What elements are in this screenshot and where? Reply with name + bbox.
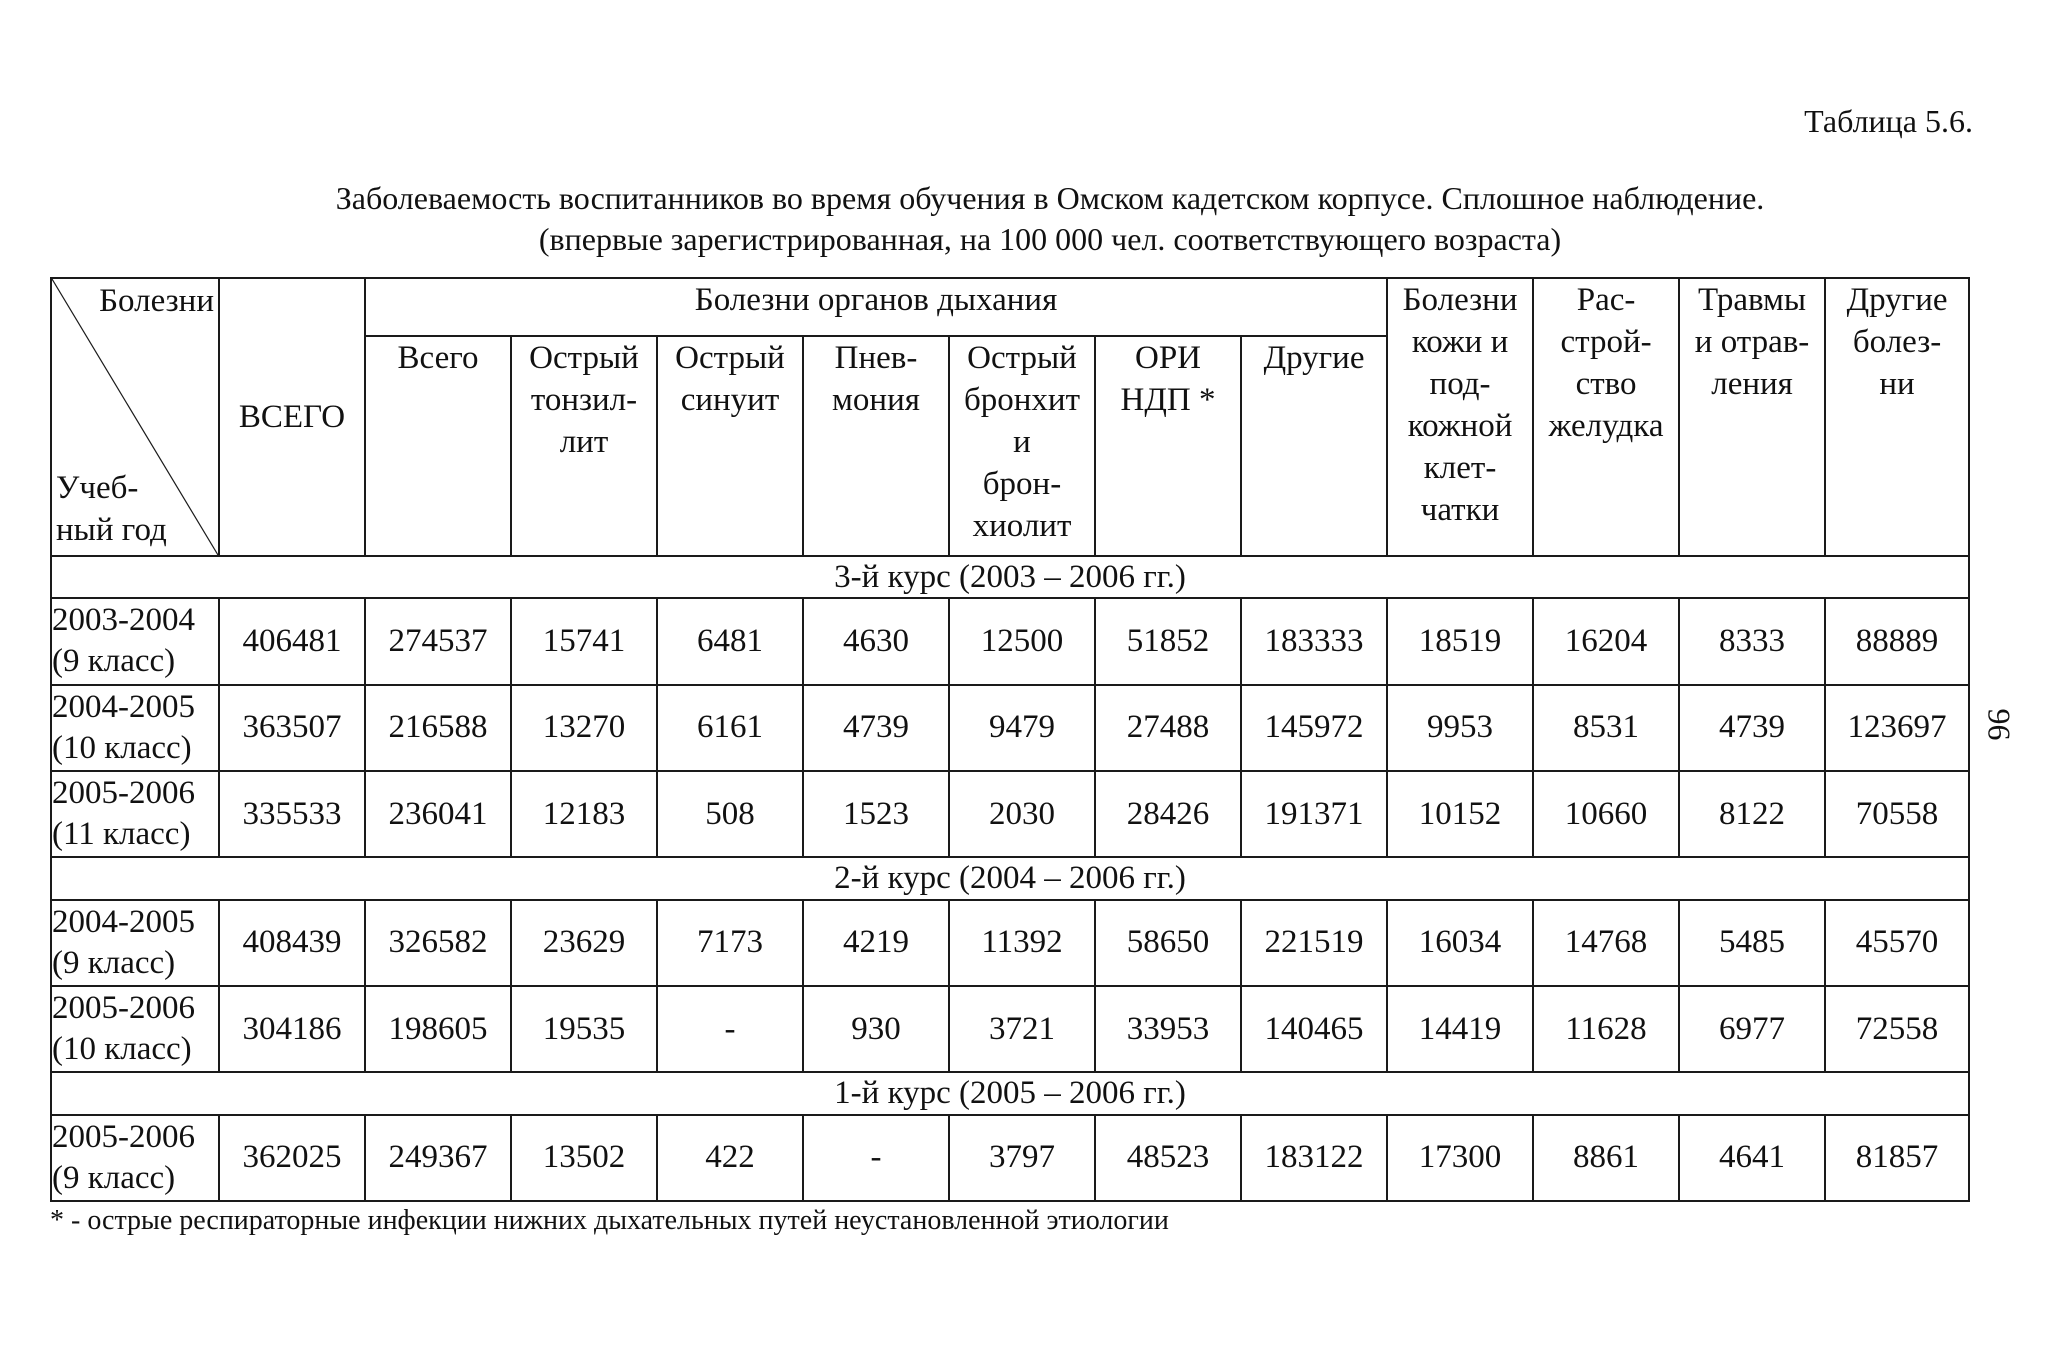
value-cell: 326582 bbox=[365, 900, 511, 986]
value-cell: - bbox=[803, 1115, 949, 1201]
value-cell: 10152 bbox=[1387, 771, 1533, 857]
value-cell: 16034 bbox=[1387, 900, 1533, 986]
col-header-total: ВСЕГО bbox=[219, 278, 365, 556]
table-title bbox=[150, 178, 1950, 260]
table-title-line1: Заболеваемость воспитанников во время обучения в Омском кадетском корпусе. Сплошное наблюдение. bbox=[335, 180, 1765, 216]
value-cell: 406481 bbox=[219, 598, 365, 684]
footnote: * - острые респираторные инфекции нижних дыхательных путей неустановленной этиологии bbox=[50, 1205, 1169, 1236]
value-cell: 58650 bbox=[1095, 900, 1241, 986]
value-cell: 3797 bbox=[949, 1115, 1095, 1201]
year-label: 2003-2004 bbox=[52, 602, 195, 639]
value-cell: 6481 bbox=[657, 598, 803, 684]
value-cell: 4739 bbox=[803, 685, 949, 771]
value-cell: 4641 bbox=[1679, 1115, 1825, 1201]
year-cell bbox=[51, 685, 219, 771]
value-cell: 28426 bbox=[1095, 771, 1241, 857]
value-cell: 45570 bbox=[1825, 900, 1969, 986]
section-row bbox=[51, 857, 1969, 899]
page-number: 96 bbox=[1981, 708, 2018, 741]
col-group-respiratory: Болезни органов дыхания bbox=[365, 278, 1387, 336]
grade-label: (11 класс) bbox=[52, 816, 191, 853]
value-cell: 304186 bbox=[219, 986, 365, 1072]
value-cell: 11628 bbox=[1533, 986, 1679, 1072]
value-cell: 6977 bbox=[1679, 986, 1825, 1072]
value-cell: 5485 bbox=[1679, 900, 1825, 986]
col-header-tonsillitis: Острый тонзил- лит bbox=[511, 336, 657, 556]
table-row bbox=[51, 1115, 1969, 1201]
value-cell: 48523 bbox=[1095, 1115, 1241, 1201]
value-cell: 123697 bbox=[1825, 685, 1969, 771]
year-label: 2005-2006 bbox=[52, 990, 195, 1027]
year-cell bbox=[51, 598, 219, 684]
col-header-ari: ОРИ НДП * bbox=[1095, 336, 1241, 556]
table-row bbox=[51, 771, 1969, 857]
year-label: 2004-2005 bbox=[52, 903, 195, 940]
section-title: 3-й курс (2003 – 2006 гг.) bbox=[51, 556, 1969, 598]
value-cell: 249367 bbox=[365, 1115, 511, 1201]
value-cell: 216588 bbox=[365, 685, 511, 771]
col-header-skin: Болезни кожи и под- кожной клет- чатки bbox=[1387, 278, 1533, 556]
value-cell: 1523 bbox=[803, 771, 949, 857]
grade-label: (9 класс) bbox=[52, 944, 176, 981]
value-cell: 81857 bbox=[1825, 1115, 1969, 1201]
value-cell: 27488 bbox=[1095, 685, 1241, 771]
value-cell: 23629 bbox=[511, 900, 657, 986]
value-cell: 13270 bbox=[511, 685, 657, 771]
grade-label: (10 класс) bbox=[52, 729, 192, 766]
value-cell: 408439 bbox=[219, 900, 365, 986]
value-cell: 10660 bbox=[1533, 771, 1679, 857]
value-cell: 183333 bbox=[1241, 598, 1387, 684]
value-cell: 19535 bbox=[511, 986, 657, 1072]
value-cell: 14768 bbox=[1533, 900, 1679, 986]
value-cell: 236041 bbox=[365, 771, 511, 857]
year-cell bbox=[51, 986, 219, 1072]
value-cell: 3721 bbox=[949, 986, 1095, 1072]
value-cell: 8122 bbox=[1679, 771, 1825, 857]
year-label: 2005-2006 bbox=[52, 775, 195, 812]
grade-label: (9 класс) bbox=[52, 643, 176, 680]
table-body bbox=[51, 556, 1969, 1201]
value-cell: 9479 bbox=[949, 685, 1095, 771]
value-cell: 274537 bbox=[365, 598, 511, 684]
col-header-stomach: Рас- строй- ство желудка bbox=[1533, 278, 1679, 556]
col-header-pneumonia: Пнев- мония bbox=[803, 336, 949, 556]
section-row bbox=[51, 1072, 1969, 1114]
value-cell: 198605 bbox=[365, 986, 511, 1072]
value-cell: 17300 bbox=[1387, 1115, 1533, 1201]
value-cell: 51852 bbox=[1095, 598, 1241, 684]
corner-label-diseases: Болезни bbox=[99, 283, 214, 319]
table-number: Таблица 5.6. bbox=[1804, 103, 1973, 139]
value-cell: 8333 bbox=[1679, 598, 1825, 684]
value-cell: 12183 bbox=[511, 771, 657, 857]
value-cell: 145972 bbox=[1241, 685, 1387, 771]
value-cell: 140465 bbox=[1241, 986, 1387, 1072]
grade-label: (10 класс) bbox=[52, 1031, 192, 1068]
year-cell bbox=[51, 1115, 219, 1201]
value-cell: 16204 bbox=[1533, 598, 1679, 684]
value-cell: 88889 bbox=[1825, 598, 1969, 684]
value-cell: 18519 bbox=[1387, 598, 1533, 684]
table-header bbox=[51, 278, 1969, 556]
grade-label: (9 класс) bbox=[52, 1159, 176, 1196]
value-cell: 183122 bbox=[1241, 1115, 1387, 1201]
section-title: 2-й курс (2004 – 2006 гг.) bbox=[51, 857, 1969, 899]
value-cell: 362025 bbox=[219, 1115, 365, 1201]
value-cell: 4739 bbox=[1679, 685, 1825, 771]
col-header-injuries: Травмы и отрав- ления bbox=[1679, 278, 1825, 556]
value-cell: 6161 bbox=[657, 685, 803, 771]
value-cell: 221519 bbox=[1241, 900, 1387, 986]
year-label: 2004-2005 bbox=[52, 688, 195, 725]
year-cell bbox=[51, 771, 219, 857]
table-title-line2: (впервые зарегистрированная, на 100 000 чел. соответствующего возраста) bbox=[538, 221, 1562, 257]
value-cell: 335533 bbox=[219, 771, 365, 857]
value-cell: 11392 bbox=[949, 900, 1095, 986]
value-cell: 12500 bbox=[949, 598, 1095, 684]
value-cell: 8861 bbox=[1533, 1115, 1679, 1201]
section-row bbox=[51, 556, 1969, 598]
year-label: 2005-2006 bbox=[52, 1118, 195, 1155]
value-cell: 4630 bbox=[803, 598, 949, 684]
col-header-sinusitis: Острый синуит bbox=[657, 336, 803, 556]
value-cell: 15741 bbox=[511, 598, 657, 684]
value-cell: 508 bbox=[657, 771, 803, 857]
table-row bbox=[51, 986, 1969, 1072]
section-title: 1-й курс (2005 – 2006 гг.) bbox=[51, 1072, 1969, 1114]
col-header-resp-other: Другие bbox=[1241, 336, 1387, 556]
value-cell: 33953 bbox=[1095, 986, 1241, 1072]
value-cell: 930 bbox=[803, 986, 949, 1072]
col-header-bronchitis: Острый бронхит и брон- хиолит bbox=[949, 336, 1095, 556]
table-row bbox=[51, 598, 1969, 684]
table-row bbox=[51, 685, 1969, 771]
value-cell: 13502 bbox=[511, 1115, 657, 1201]
value-cell: 72558 bbox=[1825, 986, 1969, 1072]
col-header-other-diseases: Другие болез- ни bbox=[1825, 278, 1969, 556]
value-cell: 4219 bbox=[803, 900, 949, 986]
value-cell: 191371 bbox=[1241, 771, 1387, 857]
value-cell: 2030 bbox=[949, 771, 1095, 857]
morbidity-table bbox=[50, 277, 1970, 1202]
value-cell: 7173 bbox=[657, 900, 803, 986]
value-cell: 8531 bbox=[1533, 685, 1679, 771]
value-cell: 14419 bbox=[1387, 986, 1533, 1072]
table-row bbox=[51, 900, 1969, 986]
year-cell bbox=[51, 900, 219, 986]
corner-header-cell bbox=[51, 278, 219, 556]
value-cell: 9953 bbox=[1387, 685, 1533, 771]
col-header-resp-total: Всего bbox=[365, 336, 511, 556]
value-cell: 422 bbox=[657, 1115, 803, 1201]
corner-label-year: Учеб- ный год bbox=[56, 470, 167, 548]
value-cell: - bbox=[657, 986, 803, 1072]
value-cell: 70558 bbox=[1825, 771, 1969, 857]
value-cell: 363507 bbox=[219, 685, 365, 771]
